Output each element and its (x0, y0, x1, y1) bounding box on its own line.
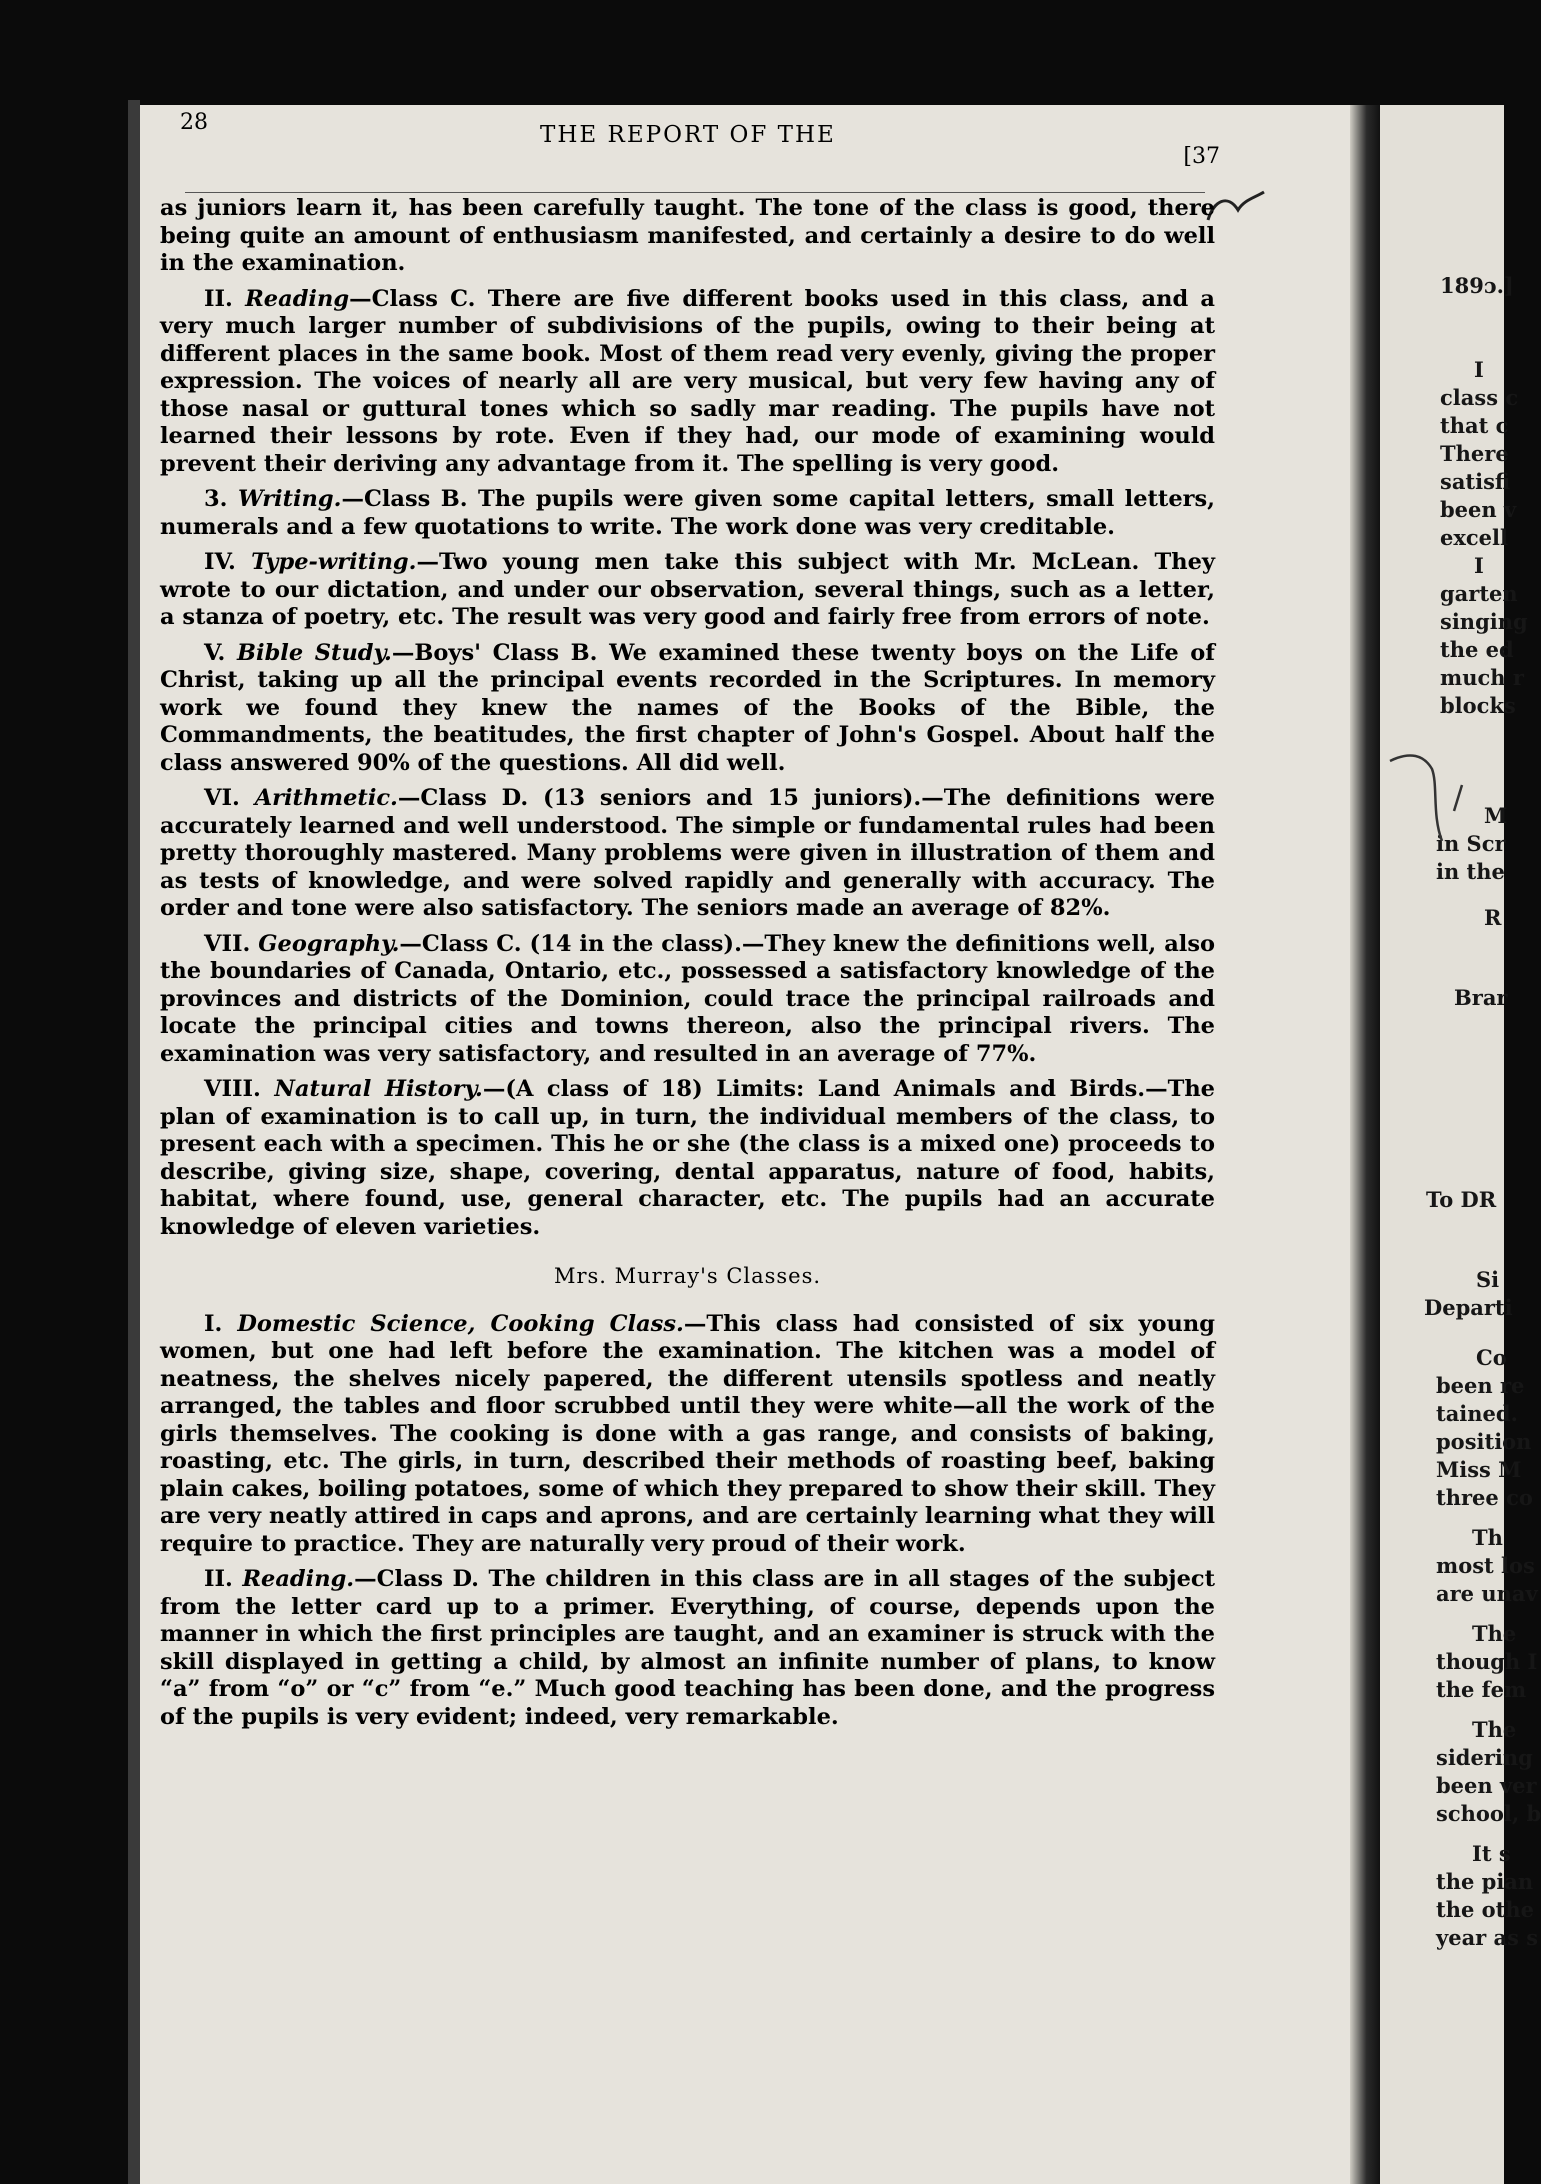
paragraph-lead: II. (204, 1566, 233, 1592)
facing-line: blocks (1440, 693, 1516, 718)
paragraph-text: —Two young men take this subject with Mr. McLean. They wrote to our dictation, and under our observation, several things, such as a letter, a stanza of poetry, etc. The result was very good and fairly free from errors of note. (160, 549, 1215, 630)
facing-line: sidering (1436, 1745, 1533, 1770)
facing-line: 189ɔ.] (1440, 273, 1514, 298)
facing-line: though I (1436, 1649, 1538, 1674)
facing-line: There (1440, 441, 1509, 466)
paragraph-topic: Writing. (237, 486, 342, 512)
facing-line: much r (1440, 665, 1524, 690)
facing-line: are unav (1436, 1581, 1538, 1606)
facing-line: school, b (1436, 1801, 1541, 1826)
scan-left-edge (128, 100, 140, 2184)
paragraph-text: —(A class of 18) Limits: Land Animals and Birds.—The plan of examination is to call up, in turn, the individual members of the class, to present each with a specimen. This he or she (the class is a mixed one) proceeds to describe, giving size, shape, covering, dental apparatus, nature of food, habits, habitat, where found, use, general character, etc. The pupils had an accurate knowledge of eleven varieties. (160, 1076, 1215, 1240)
facing-line: singing (1440, 609, 1528, 634)
paragraph-text: —Boys' Class B. We examined these twenty boys on the Life of Christ, taking up all the principal events recorded in the Scriptures. In memory work we found they knew the names of the Books of the Bible, the Commandments, the beatitudes, the first chapter of John's Gospel. About half the class answered 90% of the questions. All did well. (160, 639, 1215, 776)
paragraph (160, 549, 1215, 632)
facing-line: Departi (1424, 1295, 1513, 1320)
paragraph-lead: VI. (204, 785, 240, 811)
paragraph-text: —This class had consisted of six young women, but one had left before the examination. The kitchen was a model of neatness, the shelves nicely papered, the different utensils spotless and neatly arranged, the tables and floor scrubbed until they were white—all the work of the girls themselves. The cooking is done with a gas range, and consists of baking, roasting, etc. The girls, in turn, described their methods of roasting beef, baking plain cakes, boiling potatoes, some of which they prepared to show their skill. They are very neatly attired in caps and aprons, and are certainly learning what they will require to practice. They are naturally very proud of their work. (160, 1310, 1215, 1557)
facing-line: Co (1476, 1345, 1507, 1370)
paragraph-text: —Class D. (13 seniors and 15 juniors).—The definitions were accurately learned and well understood. The simple or fundamental rules had been pretty thoroughly mastered. Many problems were given in illustration of them and as tests of knowledge, and were solved rapidly and generally with accuracy. The order and tone were also satisfactory. The seniors made an average of 82%. (160, 785, 1215, 921)
facing-line: I (1474, 553, 1484, 578)
facing-line: most los (1436, 1553, 1535, 1578)
facing-line: that c (1440, 413, 1509, 438)
facing-line: satisfi (1440, 469, 1511, 494)
running-title: THE REPORT OF THE (540, 122, 836, 148)
paragraph-topic: Type-writing. (251, 549, 417, 575)
paragraph-lead: II. (204, 285, 233, 312)
facing-line: been re (1436, 1373, 1525, 1398)
section-reference: [37 (1183, 144, 1220, 169)
paragraph-topic: Geography. (258, 930, 400, 957)
facing-line: Th (1472, 1525, 1503, 1550)
paragraph-topic: Domestic Science, Cooking Class. (237, 1310, 684, 1337)
header-rule (185, 192, 1205, 193)
facing-line: the ed (1440, 637, 1514, 662)
paragraph-lead: IV. (204, 549, 236, 575)
paragraph (160, 1076, 1215, 1241)
paragraph-topic: Reading. (242, 1566, 355, 1592)
facing-line: year as s (1436, 1925, 1539, 1950)
paragraph (160, 195, 1215, 278)
facing-line: garten (1440, 581, 1518, 606)
facing-line: in the (1436, 859, 1505, 884)
facing-line: M (1484, 803, 1508, 828)
paragraph-topic: Arithmetic. (254, 785, 398, 811)
facing-line: R (1484, 905, 1502, 930)
facing-line: the pian (1436, 1869, 1534, 1894)
pen-annotation-mark (1380, 745, 1504, 865)
facing-line: three co (1436, 1485, 1533, 1510)
facing-line: The (1472, 1717, 1517, 1742)
page-gutter (1350, 105, 1380, 2184)
facing-line: It s (1472, 1841, 1511, 1866)
facing-line: been ver (1436, 1773, 1537, 1798)
facing-line: class c (1440, 385, 1519, 410)
facing-line: position (1436, 1429, 1532, 1454)
facing-line: Miss M (1436, 1457, 1522, 1482)
paragraph-text: —Class C. There are five different books used in this class, and a very much larger number of subdivisions of the pupils, owing to their being at different places in the same book. Most of them read very evenly, giving the proper expression. The voices of nearly all are very musical, but very few having any of those nasal or guttural tones which so sadly mar reading. The pupils have not learned their lessons by rote. Even if they had, our mode of examining would prevent their deriving any advantage from it. The spelling is very good. (160, 285, 1215, 477)
facing-line: Brar (1454, 985, 1508, 1010)
facing-line: excell (1440, 525, 1508, 550)
paragraph (160, 785, 1215, 923)
paragraph-topic: Reading (245, 285, 350, 312)
paragraph (160, 286, 1215, 479)
facing-line: To DR (1426, 1187, 1497, 1212)
paragraph-lead: VII. (204, 930, 251, 957)
facing-line: The (1472, 1621, 1517, 1646)
paragraph-text: as juniors learn it, has been carefully taught. The tone of the class is good, there being quite an amount of enthusiasm manifested, and certainly a desire to do well in the examination. (160, 195, 1215, 276)
paragraph-text: —Class D. The children in this class are in all stages of the subject from the letter card up to a primer. Everything, of course, depends upon the manner in which the first principles are taught, and an examiner is struck with the skill displayed in getting a child, by almost an infinite number of plans, to know “a” from “o” or “c” from “e.” Much good teaching has been done, and the progress of the pupils is very evident; indeed, very remarkable. (160, 1566, 1215, 1730)
facing-line: in Scr (1436, 831, 1506, 856)
paragraph-text: —Class C. (14 in the class).—They knew the definitions well, also the boundaries of Canada, Ontario, etc., possessed a satisfactory knowledge of the provinces and districts of the Dominion, could trace the principal railroads and locate the principal cities and towns thereon, also the principal rivers. The examination was very satisfactory, and resulted in an average of 77%. (160, 930, 1215, 1067)
paragraph-lead: VIII. (204, 1076, 261, 1102)
facing-page (1380, 105, 1541, 2184)
facing-line: the fem (1436, 1677, 1527, 1702)
facing-line: the othe (1436, 1897, 1534, 1922)
paragraph-topic: Bible Study. (237, 639, 392, 666)
paragraph (160, 931, 1215, 1069)
paragraph (160, 1566, 1215, 1731)
paragraph-lead: V. (204, 639, 226, 666)
facing-line: been v (1440, 497, 1517, 522)
facing-line: tained. (1436, 1401, 1518, 1426)
paragraph-lead: I. (204, 1310, 223, 1337)
facing-line: Si (1476, 1267, 1500, 1292)
section-heading: Mrs. Murray's Classes. (553, 1264, 822, 1288)
paragraph (160, 1311, 1215, 1559)
page-header (180, 110, 1220, 180)
paragraph (160, 486, 1215, 541)
body-text (160, 195, 1215, 1739)
paragraph-topic: Natural History. (274, 1076, 483, 1102)
facing-line: I (1474, 357, 1484, 382)
paragraph-lead: 3. (204, 486, 228, 512)
page-number: 28 (180, 110, 208, 135)
paragraph-text: —Class B. The pupils were given some capital letters, small letters, numerals and a few quotations to write. The work done was very creditable. (160, 486, 1215, 540)
paragraph (160, 640, 1215, 778)
